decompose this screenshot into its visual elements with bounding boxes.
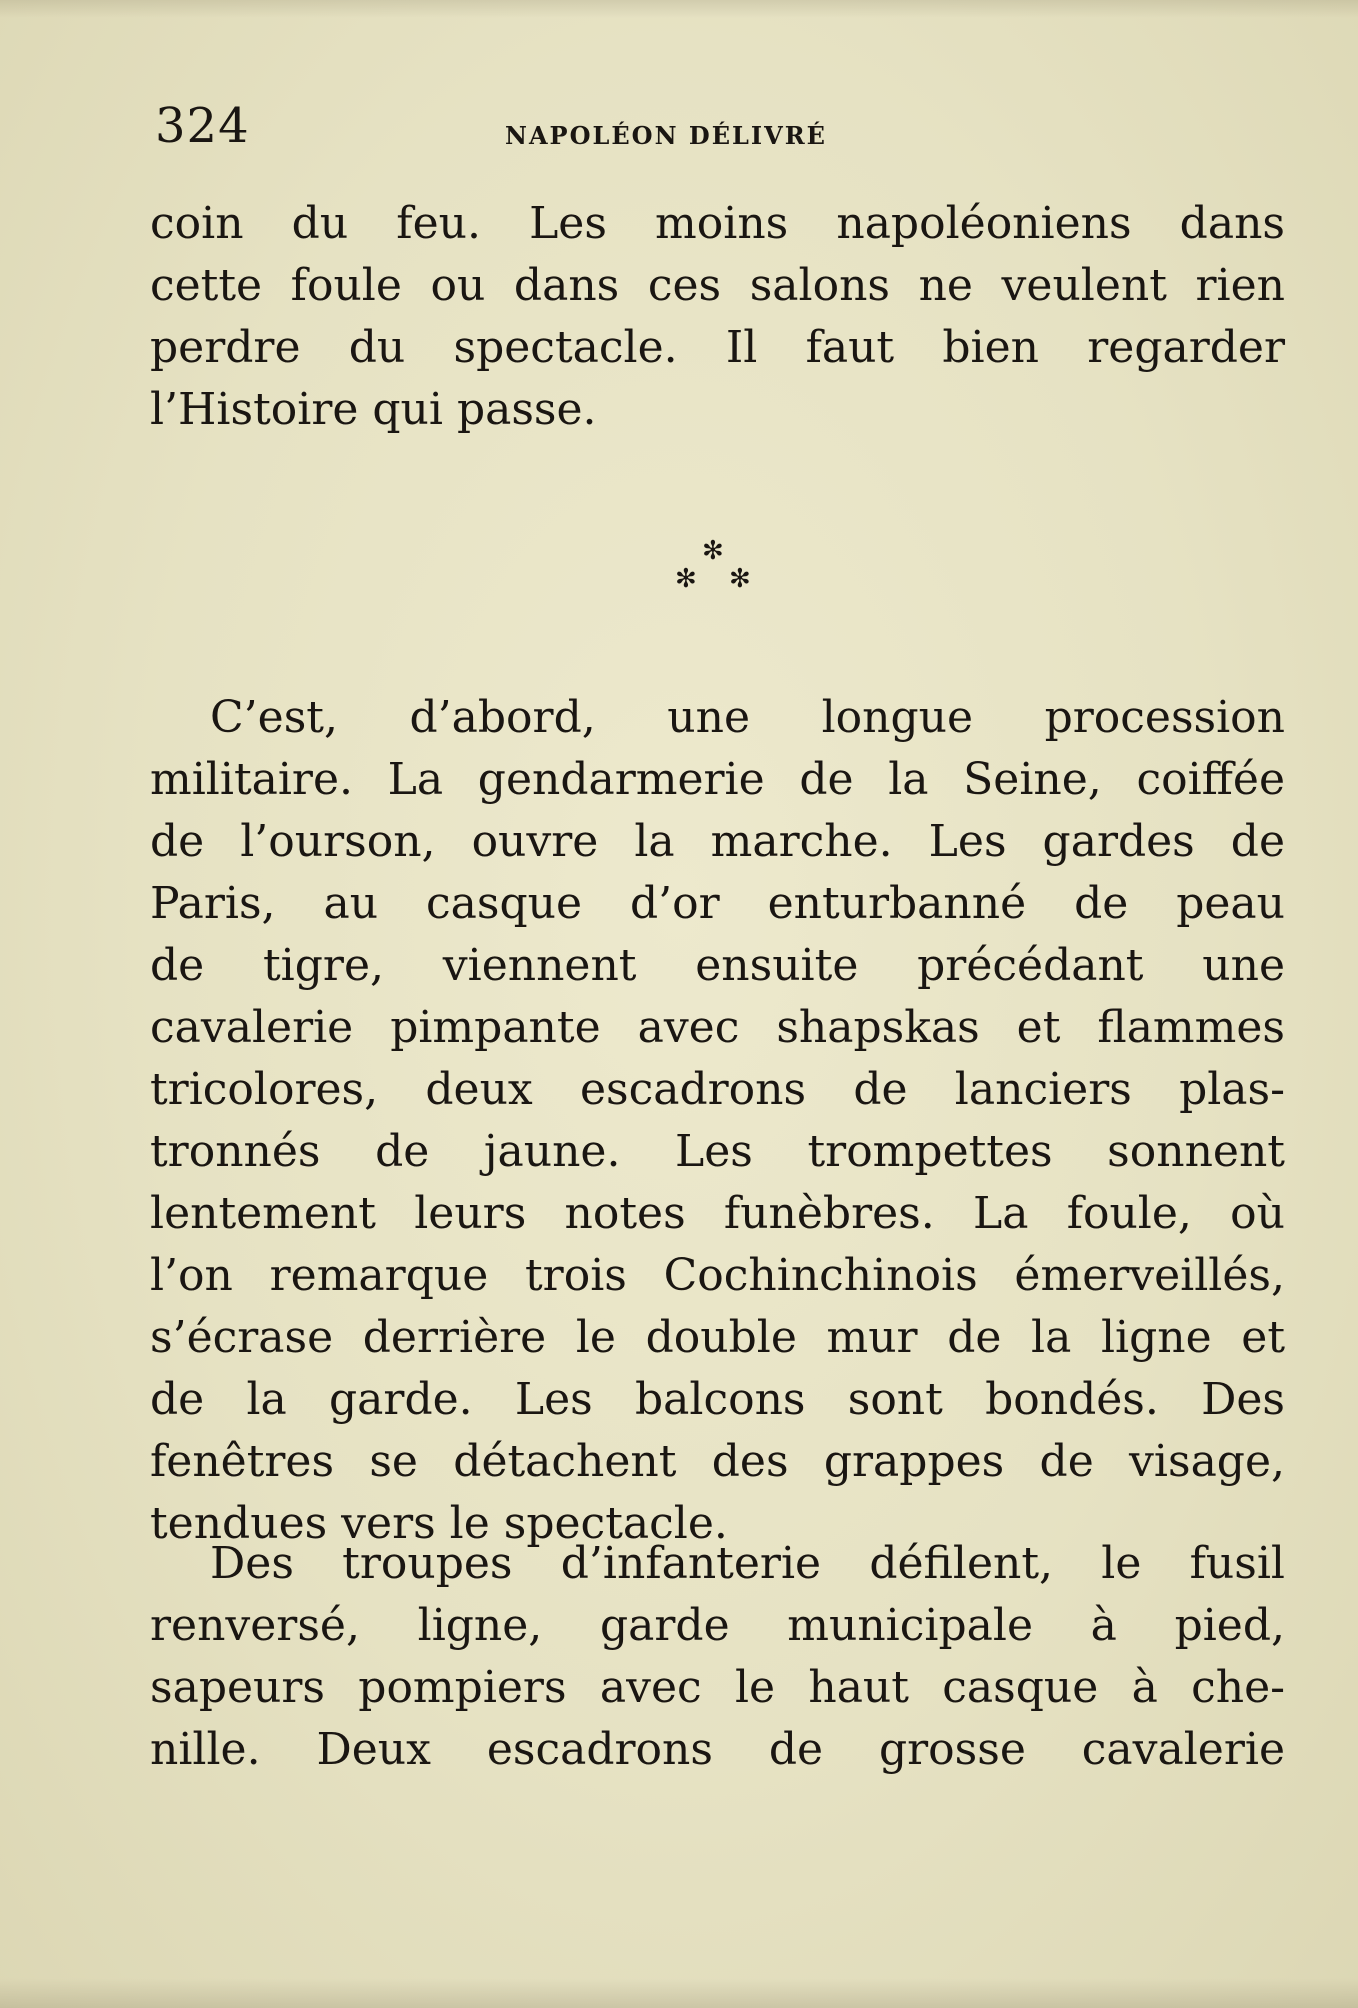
asterism-star-icon: ✻	[702, 536, 724, 566]
text-line: Paris, au casque d’or enturbanné de peau	[150, 878, 1285, 929]
section-break-asterism	[670, 538, 760, 598]
text-line: lentement leurs notes funèbres. La foule, où	[150, 1188, 1285, 1239]
text-line: l’Histoire qui passe.	[150, 384, 597, 435]
asterism-star-icon: ✻	[675, 564, 697, 594]
text-line: sapeurs pompiers avec le haut casque à che-	[150, 1662, 1285, 1713]
text-line: Des troupes d’infanterie défilent, le fusil	[210, 1538, 1285, 1589]
text-line: cette foule ou dans ces salons ne veulent rien	[150, 260, 1285, 311]
paragraph-1	[150, 193, 1285, 441]
text-line: renversé, ligne, garde municipale à pied,	[150, 1600, 1285, 1651]
text-line: militaire. La gendarmerie de la Seine, coiffée	[150, 754, 1285, 805]
paragraph-3	[150, 1533, 1285, 1781]
text-line: de l’ourson, ouvre la marche. Les gardes de	[150, 816, 1285, 867]
text-line: perdre du spectacle. Il faut bien regarder	[150, 322, 1285, 373]
text-line: de tigre, viennent ensuite précédant une	[150, 940, 1285, 991]
text-line: tronnés de jaune. Les trompettes sonnent	[150, 1126, 1285, 1177]
text-line: tendues vers le spectacle.	[150, 1498, 728, 1549]
asterism-star-icon: ✻	[729, 564, 751, 594]
text-line: s’écrase derrière le double mur de la ligne et	[150, 1312, 1285, 1363]
text-line: fenêtres se détachent des grappes de visage,	[150, 1436, 1285, 1487]
text-line: l’on remarque trois Cochinchinois émerveillés,	[150, 1250, 1285, 1301]
text-line: tricolores, deux escadrons de lanciers plas-	[150, 1064, 1285, 1115]
text-line: de la garde. Les balcons sont bondés. Des	[150, 1374, 1285, 1425]
paragraph-2	[150, 687, 1285, 1555]
text-line: C’est, d’abord, une longue procession	[210, 692, 1285, 743]
text-line: coin du feu. Les moins napoléoniens dans	[150, 198, 1285, 249]
scan-shadow-top	[0, 0, 1358, 18]
running-title: NAPOLÉON DÉLIVRÉ	[505, 121, 827, 150]
text-line: nille. Deux escadrons de grosse cavalerie	[150, 1724, 1285, 1775]
page-number: 324	[155, 98, 250, 154]
scan-shadow-bottom	[0, 1978, 1358, 2008]
text-line: cavalerie pimpante avec shapskas et flammes	[150, 1002, 1285, 1053]
